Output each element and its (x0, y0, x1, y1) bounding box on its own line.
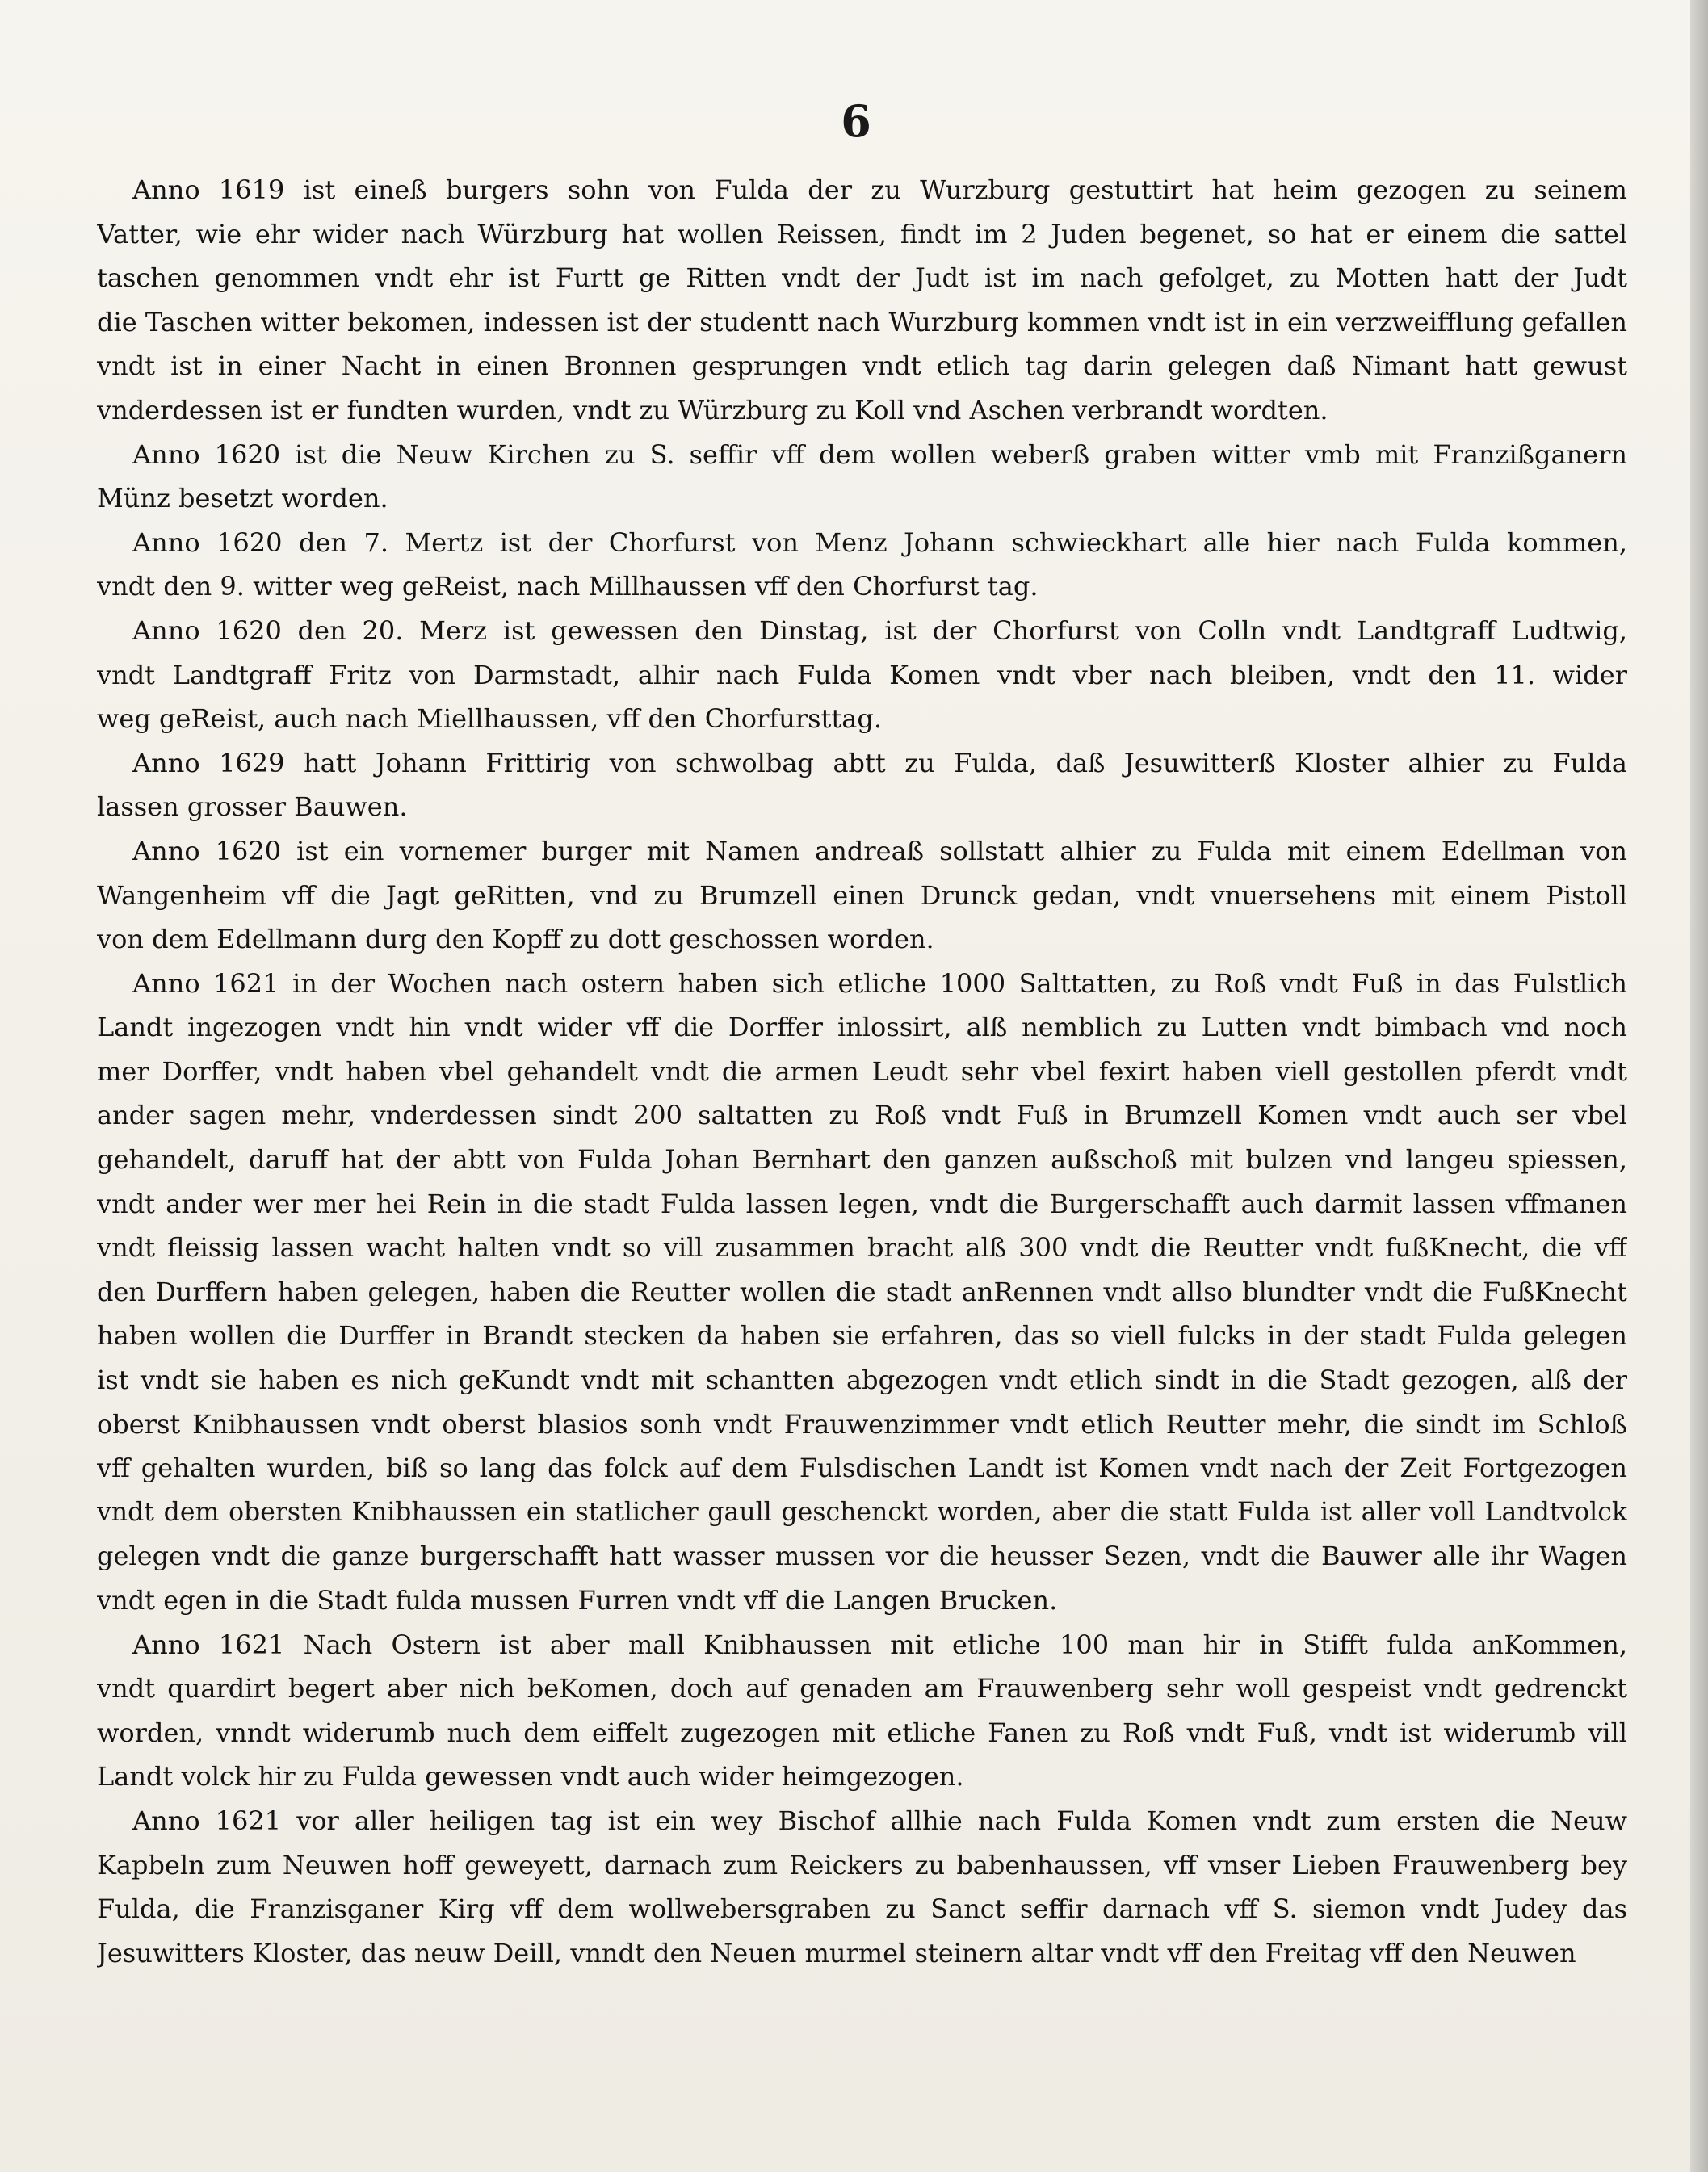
text-line: vndt fleissig lassen wacht halten vndt so vill zusammen bracht alß 300 vndt die Reutter vndt fußKnecht, die vff (97, 1232, 1627, 1264)
text-line: Landt volck hir zu Fulda gewessen vndt auch wider heimgezogen. (97, 1761, 964, 1793)
chronicle-entry (97, 1623, 1627, 1799)
text-line: vff gehalten wurden, biß so lang das folck auf dem Fulsdischen Landt ist Komen vndt nach der Zeit Fortgezogen (97, 1453, 1627, 1484)
text-line: Anno 1620 ist ein vornemer burger mit Namen andreaß sollstatt alhier zu Fulda mit einem Edellman von (132, 835, 1627, 866)
text-line: vndt den 9. witter weg geReist, nach Millhaussen vff den Chorfurst tag. (97, 571, 1039, 602)
text-line: ander sagen mehr, vnderdessen sindt 200 saltatten zu Roß vndt Fuß in Brumzell Komen vndt auch ser vbel (97, 1100, 1627, 1131)
chronicle-entry (97, 829, 1627, 962)
chronicle-entry (97, 609, 1627, 741)
text-line: ist vndt sie haben es nich geKundt vndt mit schantten abgezogen vndt etlich sindt in die Stadt gezogen, alß der (97, 1365, 1627, 1396)
chronicle-entry (97, 741, 1627, 829)
text-line: mer Dorffer, vndt haben vbel gehandelt vndt die armen Leudt sehr vbel fexirt haben viell gestollen pferdt vndt (97, 1055, 1627, 1087)
text-line: Anno 1621 vor aller heiligen tag ist ein wey Bischof allhie nach Fulda Komen vndt zum ersten die Neuw (132, 1805, 1627, 1836)
text-line: lassen grosser Bauwen. (97, 791, 408, 823)
text-line: Anno 1629 hatt Johann Frittirig von schwolbag abtt zu Fulda, daß Jesuwitterß Kloster alhier zu Fulda (132, 747, 1627, 778)
text-line: von dem Edellmann durg den Kopff zu dott geschossen worden. (97, 924, 934, 955)
text-line: vnderdessen ist er fundten wurden, vndt zu Würzburg zu Koll vnd Aschen verbrandt wordten. (97, 394, 1328, 426)
text-line: Jesuwitters Kloster, das neuw Deill, vnndt den Neuen murmel steinern altar vndt vff den Freitag vff den Neuwen (97, 1937, 1576, 1969)
body-text (97, 168, 1627, 1975)
chronicle-entry (97, 433, 1627, 521)
text-line: die Taschen witter bekomen, indessen ist der studentt nach Wurzburg kommen vndt ist in ein verzweifflung gefallen (97, 306, 1627, 338)
text-line: Vatter, wie ehr wider nach Würzburg hat wollen Reissen, findt im 2 Juden begenet, so hat er einem die sattel (97, 218, 1627, 249)
text-line: Wangenheim vff die Jagt geRitten, vnd zu Brumzell einen Drunck gedan, vndt vnuersehens mit einem Pistoll (97, 879, 1627, 911)
text-line: Anno 1620 den 20. Merz ist gewessen den Dinstag, ist der Chorfurst von Colln vndt Landtgraff Ludtwig, (132, 614, 1627, 646)
chronicle-entry (97, 521, 1627, 609)
text-line: Landt ingezogen vndt hin vndt wider vff die Dorffer inlossirt, alß nemblich zu Lutten vndt bimbach vnd noch (97, 1012, 1627, 1043)
text-line: haben wollen die Durffer in Brandt stecken da haben sie erfahren, das so viell fulcks in der stadt Fulda gelegen (97, 1320, 1627, 1352)
text-line: gehandelt, daruff hat der abtt von Fulda Johan Bernhart den ganzen außschoß mit bulzen vnd langeu spiessen, (97, 1144, 1627, 1176)
text-line: worden, vnndt widerumb nuch dem eiffelt zugezogen mit etliche Fanen zu Roß vndt Fuß, vndt ist widerumb vill (97, 1717, 1627, 1748)
text-line: Kapbeln zum Neuwen hoff geweyett, darnach zum Reickers zu babenhaussen, vff vnser Lieben Frauwenberg bey (97, 1849, 1627, 1881)
text-line: Anno 1620 ist die Neuw Kirchen zu S. seffir vff dem wollen weberß graben witter vmb mit Franzißganern (132, 438, 1627, 470)
text-line: Anno 1620 den 7. Mertz ist der Chorfurst von Menz Johann schwieckhart alle hier nach Fulda kommen, (132, 526, 1627, 558)
text-line: weg geReist, auch nach Miellhaussen, vff den Chorfursttag. (97, 703, 882, 735)
text-line: vndt dem obersten Knibhaussen ein statlicher gaull geschenckt worden, aber die statt Fulda ist aller voll Landtvolck (97, 1497, 1627, 1527)
text-line: Fulda, die Franzisganer Kirg vff dem wollwebersgraben zu Sanct seffir darnach vff S. siemon vndt Judey das (97, 1893, 1627, 1925)
text-line: vndt egen in die Stadt fulda mussen Furren vndt vff die Langen Brucken. (97, 1585, 1058, 1616)
chronicle-entry (97, 962, 1627, 1623)
text-line: Anno 1621 Nach Ostern ist aber mall Knibhaussen mit etliche 100 man hir in Stifft fulda anKommen, (132, 1629, 1627, 1660)
chronicle-entry (97, 168, 1627, 433)
text-line: taschen genommen vndt ehr ist Furtt ge Ritten vndt der Judt ist im nach gefolget, zu Motten hatt der Judt (97, 262, 1627, 294)
text-line: Anno 1619 ist eineß burgers sohn von Fulda der zu Wurzburg gestuttirt hat heim gezogen zu seinem (132, 174, 1627, 205)
text-line: den Durffern haben gelegen, haben die Reutter wollen die stadt anRennen vndt allso blundter vndt die FußKnecht (97, 1276, 1627, 1307)
text-line: vndt Landtgraff Fritz von Darmstadt, alhir nach Fulda Komen vndt vber nach bleiben, vndt den 11. wider (97, 659, 1627, 690)
text-line: vndt ist in einer Nacht in einen Bronnen gesprungen vndt etlich tag darin gelegen daß Nimant hatt gewust (97, 350, 1627, 382)
binding-edge (1690, 0, 1708, 2172)
text-line: Münz besetzt worden. (97, 483, 388, 514)
text-line: vndt quardirt begert aber nich beKomen, doch auf genaden am Frauwenberg sehr woll gespeist vndt gedrenckt (97, 1673, 1627, 1704)
chronicle-entry (97, 1799, 1627, 1975)
page-number: 6 (841, 95, 871, 147)
text-line: oberst Knibhaussen vndt oberst blasios sonh vndt Frauwenzimmer vndt etlich Reutter mehr, die sindt im Schloß (97, 1408, 1627, 1440)
text-line: vndt ander wer mer hei Rein in die stadt Fulda lassen legen, vndt die Burgerschafft auch darmit lassen vffmanen (97, 1188, 1627, 1219)
text-line: Anno 1621 in der Wochen nach ostern haben sich etliche 1000 Salttatten, zu Roß vndt Fuß in das Fulstlich (132, 967, 1627, 999)
text-line: gelegen vndt die ganze burgerschafft hatt wasser mussen vor die heusser Sezen, vndt die Bauwer alle ihr Wagen (97, 1541, 1627, 1572)
